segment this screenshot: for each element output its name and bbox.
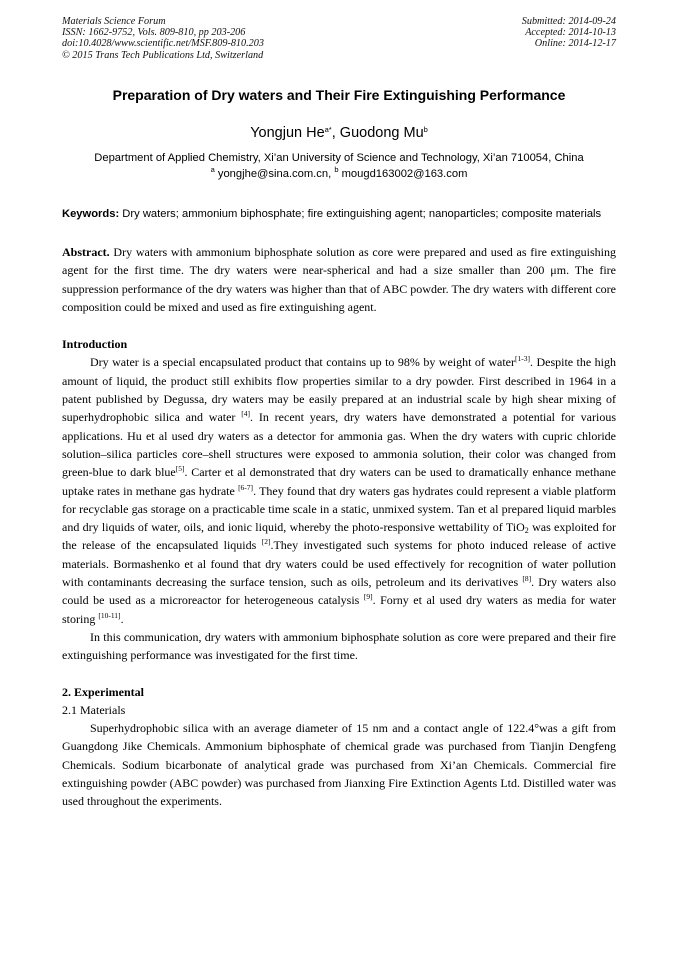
intro-text: . In recent years, dry waters have demonstrated a potential for various applications. Hu et al used dry waters as a detector for ammonia gas. When the dry waters with cupric chloride solution–silica particles core–shell structures were exposed to ammonia solution, their color was changed from green-blue to dark blue [62, 410, 616, 480]
citation: [2] [261, 537, 271, 547]
introduction-paragraph-1 [62, 353, 616, 627]
accepted-date: Accepted: 2014-10-13 [525, 27, 616, 39]
journal-header-right [522, 16, 616, 50]
email-a: yongjhe@sina.com.cn, [214, 168, 335, 180]
materials-subheading: 2.1 Materials [62, 702, 126, 717]
abstract-label: Abstract. [62, 245, 110, 259]
abstract [62, 243, 616, 316]
intro-text: . Carter et al demonstrated that dry waters can be used to dramatically enhance methane uptake rates in methane gas hydrate [62, 465, 616, 498]
citation: [1-3] [515, 354, 530, 364]
affiliation: Department of Applied Chemistry, Xi’an University of Science and Technology, Xi’an 710054, China [94, 152, 584, 164]
materials-paragraph: Superhydrophobic silica with an average diameter of 15 nm and a contact angle of 122.4°was a gift from Guangdong Jike Chemicals. Ammonium biphosphate of chemical grade was purchased from Tianjin Dengfeng Chemicals. Sodium bicarbonate of analytical grade was purchased from Xi’an Chemicals. Commercial fire extinguishing powder (ABC powder) was purchased from Jianxing Fire Extinction Agents Ltd. Distilled water was used throughout the experiments. [62, 721, 616, 809]
citation: [6-7] [238, 482, 254, 492]
paper-content [62, 86, 616, 811]
citation: [4] [241, 409, 251, 419]
keywords-block [62, 206, 616, 223]
experimental-heading: 2. Experimental [62, 684, 144, 699]
journal-header-left [62, 16, 264, 61]
intro-text: . Despite the high amount of liquid, the product still exhibits flow properties similar to a dry powder. First described in 1964 in a patent published by Degussa, dry waters may be easily prepared at an industrial scale by high shear mixing of superhydrophobic silica and water [62, 355, 617, 425]
journal-name: Materials Science Forum [62, 16, 166, 27]
citation: [8] [522, 574, 532, 584]
issn-line: ISSN: 1662-9752, Vols. 809-810, pp 203-206 [62, 27, 246, 39]
copyright-line: © 2015 Trans Tech Publications Ltd, Switzerland [62, 49, 264, 61]
author-mu: Guodong Mu [339, 125, 424, 141]
author-emails [62, 166, 616, 182]
tio2-subscript: 2 [524, 526, 529, 536]
keywords-text: Dry waters; ammonium biphosphate; fire extinguishing agent; nanoparticles; composite materials [119, 208, 602, 220]
author-mu-mark: b [423, 125, 428, 134]
doi-line: doi:10.4028/www.scientific.net/MSF.809-810.203 [62, 38, 264, 50]
author-he: Yongjun He [250, 125, 325, 141]
citation: [5] [175, 464, 185, 474]
intro-text: .They investigated such systems for photo induced release of active materials. Bormashenko et al found that dry waters could be used effectively for recognition of water pollution with contaminants decreasing the surface tension, such as oils, petroleum and its derivatives [62, 538, 617, 590]
intro-text: . They found that dry waters gas hydrates could represent a viable platform for recyclable gas storage on a practicable time scale in a static, unmixed system. Tan et al prepared liquid marbles and dry liquids of water, oils, and ionic liquid, whereby the photo-responsive wettability of TiO [62, 483, 616, 535]
author-he-mark: a* [324, 125, 332, 134]
intro-text: Dry water is a special encapsulated product that contains up to 98% by weight of water [90, 355, 515, 370]
citation: [9] [363, 592, 373, 602]
intro-text: . Forny et al used dry waters as media for water storing [62, 593, 616, 626]
email-b: mougd163002@163.com [338, 168, 468, 180]
email-a-mark: a [210, 165, 215, 174]
intro-text: . [120, 611, 124, 626]
abstract-text: Dry waters with ammonium biphosphate solution as core were prepared and used as fire extinguishing agent for the first time. The dry waters were near-spherical and had a size smaller than 200 μm. The fire suppression performance of the dry waters was higher than that of ABC powder. The dry waters with different core composition could be mixed and used as fire extinguishing agent. [62, 245, 616, 314]
online-date: Online: 2014-12-17 [534, 38, 616, 50]
intro-text: was exploited for the release of the encapsulated liquids [62, 520, 616, 553]
introduction-paragraph-2: In this communication, dry waters with ammonium biphosphate solution as core were prepared and their fire extinguishing performance was investigated for the first time. [62, 629, 616, 663]
author-separator: , [331, 125, 340, 141]
intro-text: . Dry waters also could be used as a microreactor for heterogeneous catalysis [62, 575, 616, 608]
experimental-section [62, 683, 616, 811]
submitted-date: Submitted: 2014-09-24 [521, 16, 616, 27]
email-b-mark: b [334, 165, 339, 174]
paper-title: Preparation of Dry waters and Their Fire Extinguishing Performance [112, 87, 566, 103]
citation: [10-11] [98, 610, 121, 620]
introduction-heading: Introduction [62, 337, 128, 352]
author-line [62, 124, 616, 142]
introduction-section [62, 335, 616, 664]
keywords-label: Keywords: [62, 208, 120, 220]
